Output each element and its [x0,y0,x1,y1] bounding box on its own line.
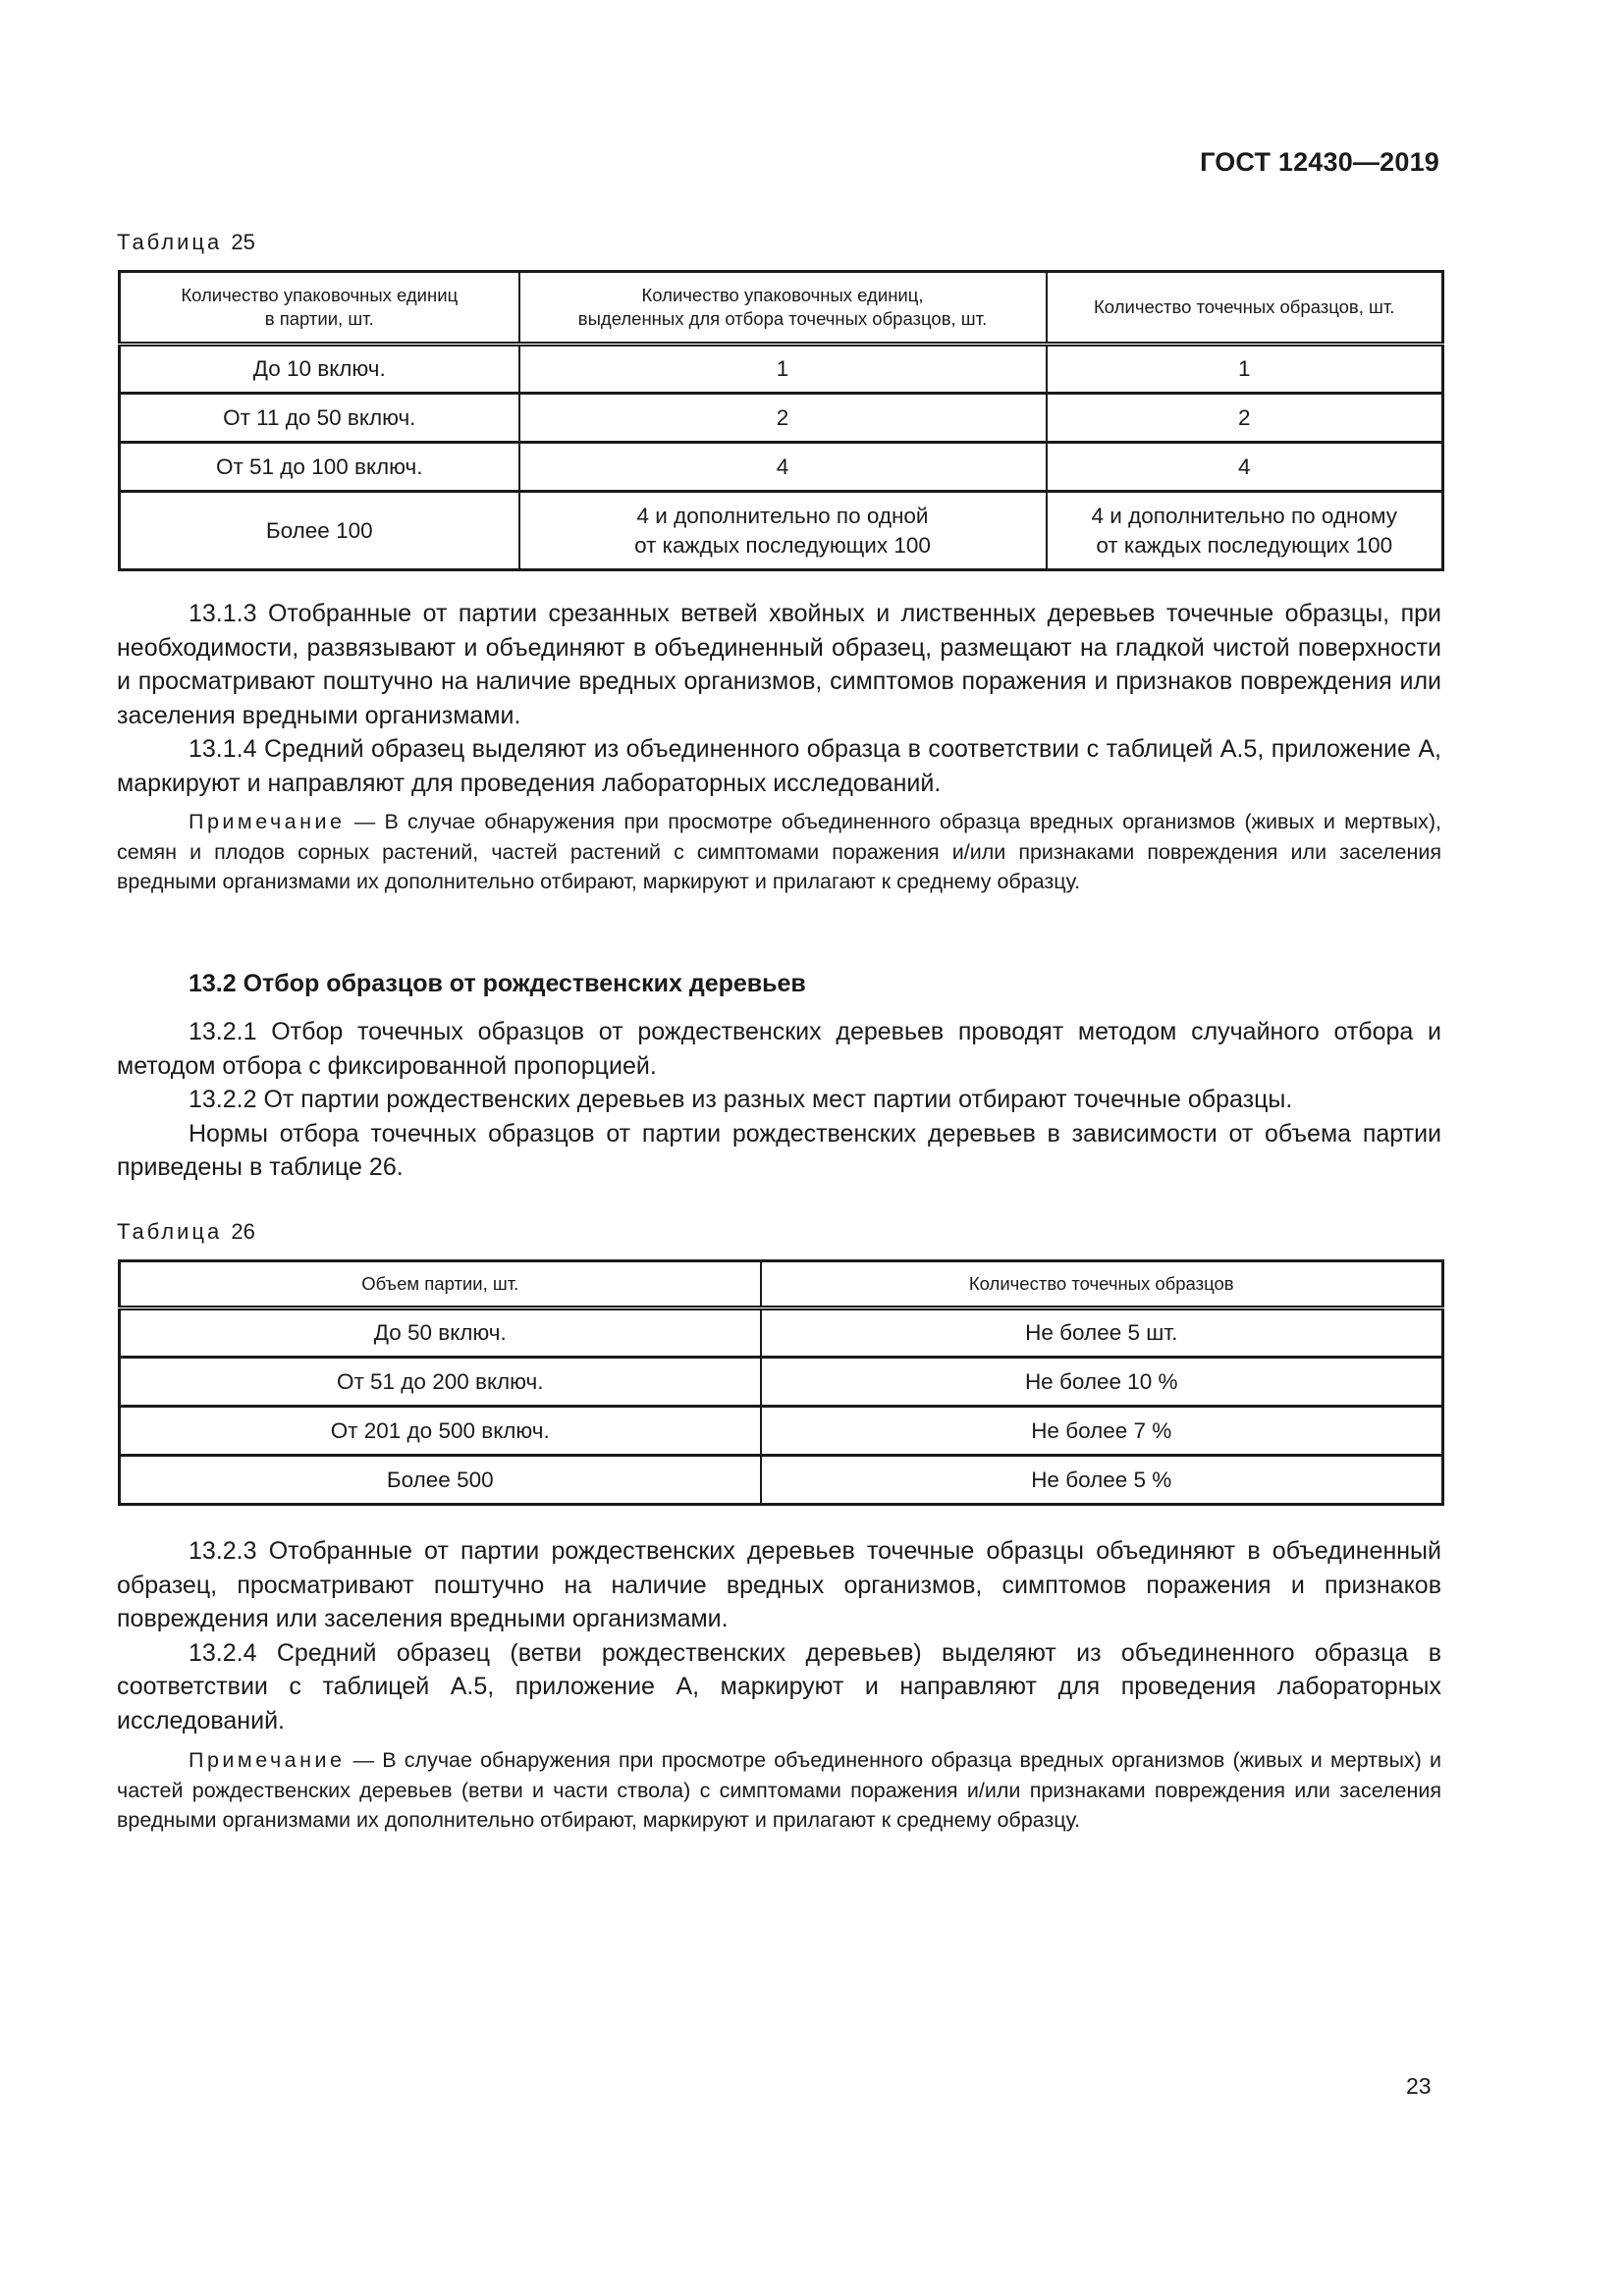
note-lead: Примечание [189,1748,346,1772]
note-lead: Примечание [189,810,346,833]
section-13-2-paragraphs-b [117,1534,1441,1737]
column-header: Количество точечных образцов [761,1261,1443,1308]
table-25-caption [117,230,255,255]
table-caption-number: 25 [231,230,255,254]
note-13-2 [117,1745,1441,1836]
note-text: — В случае обнаружения при просмотре объединенного образца вредных организмов (живых и мертвых), семян и плодов сорных растений, частей растений с симптомами поражения и/или признаками повреждения или заселения вредными организмами их дополнительно отбирают, маркируют и прилагают к среднему образцу. [117,810,1441,893]
table-cell [1047,492,1443,570]
column-header [1047,272,1443,345]
table-cell: От 11 до 50 включ. [120,394,519,443]
table-row [120,443,1443,492]
page-number: 23 [1406,2073,1432,2099]
header-line: в партии, шт. [264,308,374,329]
table-cell: 1 [519,345,1047,394]
header-line: Количество упаковочных единиц [181,285,459,305]
note-13-1 [117,807,1441,897]
header-line: выделенных для отбора точечных образцов, шт. [577,308,988,329]
table-cell: До 10 включ. [120,345,519,394]
table-cell: Не более 5 % [761,1456,1443,1505]
table-caption-word: Таблица [117,1219,223,1244]
header-line: Количество упаковочных единиц, [641,285,924,305]
table-row [120,394,1443,443]
column-header: Объем партии, шт. [120,1261,761,1308]
table-row [120,1358,1443,1407]
table-caption-number: 26 [231,1219,255,1244]
column-header [519,272,1047,345]
column-header [120,272,519,345]
note-paragraph [117,807,1441,897]
section-13-2-paragraphs-a [117,1015,1441,1185]
paragraph-13-2-4: 13.2.4 Средний образец (ветви рождественских деревьев) выделяют из объединенного образца в соответствии с таблицей А.5, приложение А, маркируют и направляют для проведения лабораторных исследований. [117,1638,1441,1735]
table-cell: 1 [1047,345,1443,394]
table-header-row [120,272,1443,345]
table-row [120,1456,1443,1505]
table-cell: Не более 5 шт. [761,1308,1443,1358]
table-row [120,345,1443,394]
paragraph-norms: Нормы отбора точечных образцов от партии рождественских деревьев в зависимости от объема партии приведены в таблице 26. [117,1119,1441,1181]
header-line: Количество точечных образцов, шт. [1094,296,1395,317]
table-cell: 4 [519,443,1047,492]
table-cell [519,492,1047,570]
table-cell: 4 [1047,443,1443,492]
section-13-1-paragraphs [117,597,1441,800]
paragraph-13-2-2: 13.2.2 От партии рождественских деревьев из разных мест партии отбирают точечные образцы. [189,1086,1293,1113]
cell-line: 4 и дополнительно по одному [1091,503,1397,528]
cell-line: от каждых последующих 100 [1096,532,1393,558]
note-paragraph [117,1745,1441,1836]
table-cell: До 50 включ. [120,1308,761,1358]
table-25 [118,270,1444,571]
table-header-row [120,1261,1443,1308]
table-cell: От 51 до 200 включ. [120,1358,761,1407]
table-26 [118,1259,1444,1506]
cell-line: 4 и дополнительно по одной [636,503,929,528]
table-row [120,1308,1443,1358]
table-cell: Не более 7 % [761,1407,1443,1456]
paragraph-13-1-4: 13.1.4 Средний образец выделяют из объединенного образца в соответствии с таблицей А.5, приложение А, маркируют и направляют для проведения лабораторных исследований. [117,735,1441,797]
section-heading-13-2: 13.2 Отбор образцов от рождественских деревьев [189,970,806,997]
table-cell: 2 [519,394,1047,443]
table-cell: От 51 до 100 включ. [120,443,519,492]
table-cell: Более 500 [120,1456,761,1505]
table-cell: Более 100 [120,492,519,570]
table-cell: Не более 10 % [761,1358,1443,1407]
table-row [120,1407,1443,1456]
table-row [120,492,1443,570]
table-caption-word: Таблица [117,230,223,254]
table-cell: 2 [1047,394,1443,443]
cell-line: от каждых последующих 100 [634,532,931,558]
table-cell: От 201 до 500 включ. [120,1407,761,1456]
note-text: — В случае обнаружения при просмотре объединенного образца вредных организмов (живых и мертвых) и частей рождественских деревьев (ветви и части ствола) с симптомами поражения и/или признаками повреждения или заселения вредными организмами их дополнительно отбирают, маркируют и прилагают к среднему образцу. [117,1748,1441,1832]
paragraph-13-2-1: 13.2.1 Отбор точечных образцов от рождественских деревьев проводят методом случайного отбора и методом отбора с фиксированной пропорцией. [117,1018,1441,1080]
table-26-caption [117,1219,255,1245]
document-header-standard: ГОСТ 12430—2019 [1200,147,1439,177]
paragraph-13-2-3: 13.2.3 Отобранные от партии рождественских деревьев точечные образцы объединяют в объединенный образец, просматривают поштучно на наличие вредных организмов, симптомов поражения и признаков повреждения или заселения вредными организмами. [117,1537,1441,1632]
paragraph-13-1-3: 13.1.3 Отобранные от партии срезанных ветвей хвойных и лиственных деревьев точечные образцы, при необходимости, развязывают и объединяют в объединенный образец, размещают на гладкой чистой поверхности и просматривают поштучно на наличие вредных организмов, симптомов поражения и признаков повреждения или заселения вредными организмами. [117,600,1441,729]
